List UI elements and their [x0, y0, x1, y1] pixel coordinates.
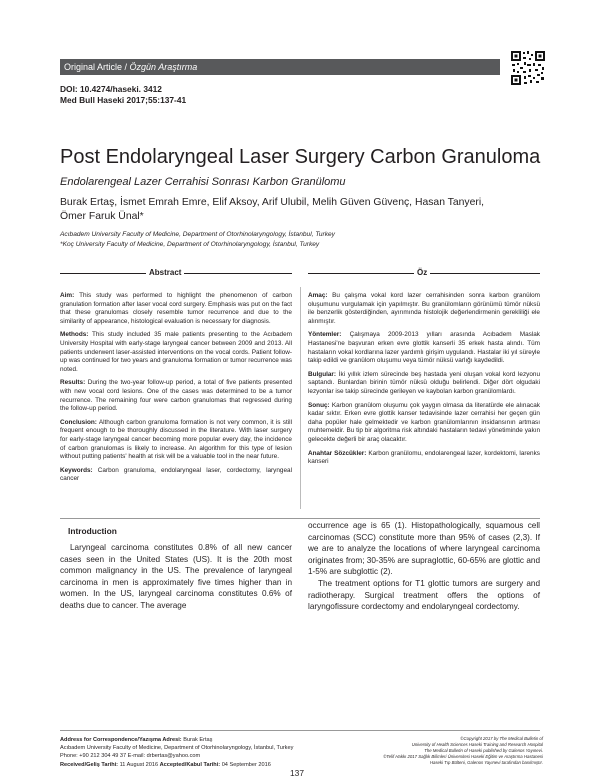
sonuc-label: Sonuç:	[308, 401, 330, 409]
intro-right-column	[308, 520, 540, 613]
authors-line-1: Burak Ertaş, İsmet Emrah Emre, Elif Aksoy, Arif Ulubil, Melih Güven Güvenç, Hasan Tanyeri,	[60, 197, 485, 208]
abstract-keywords	[60, 467, 292, 484]
correspondence-block	[60, 736, 293, 769]
section-divider	[60, 518, 540, 519]
qr-code-icon	[510, 50, 546, 86]
oz-heading-label: Öz	[414, 268, 430, 277]
dates-line	[60, 761, 293, 769]
received-date: 11 August 2016	[118, 761, 160, 768]
article-type-tr: Özgün Araştırma	[129, 62, 198, 72]
article-title: Post Endolaryngeal Laser Surgery Carbon Granuloma	[60, 146, 541, 168]
copyright-block	[355, 736, 543, 766]
article-subtitle: Endolarengeal Lazer Cerrahisi Sonrası Karbon Granülomu	[60, 176, 346, 188]
author-list	[60, 196, 550, 224]
intro-right-para-2: The treatment options for T1 glottic tumors are surgery and radiotherapy. Surgical treatment offers the options of laryngofissure cordectomy and endolaryngeal cordectomy.	[308, 578, 540, 612]
methods-label: Methods:	[60, 331, 89, 339]
oz-heading	[308, 268, 540, 278]
results-label: Results:	[60, 379, 86, 387]
yontemler-text: Çalışmaya 2009-2013 yılları arasında Acıbadem Maslak Hastanesi'ne başvuran erken evre glottik kanserli 35 erkek hasta alındı. Tüm hastaların vokal kordlarına lazer yardımlı girişim uygulandı. Hastalar iki yıl süreyle takip edildi ve granülom oluşumu veya tümör nüksü varlığı kaydedildi.	[308, 331, 540, 365]
copyright-line-3: The Medical Bulletin of Haseki published by Galenos Yayınevi.	[424, 748, 543, 753]
results-text: During the two-year follow-up period, a total of five patients presented with new vocal cord lesions. One of the cases was determined to be a tumor recurrence. The remaining four were carbon granulomas that regressed during the follow-up period.	[60, 379, 292, 413]
abstract-methods	[60, 331, 292, 374]
correspondence-address: Acıbadem University Faculty of Medicine, Department of Otorhinolaryngology, İstanbul, Turkey	[60, 745, 294, 752]
copyright-line-5: Haseki Tıp Bülteni, Galenos Yayınevi tarafından basılmıştır.	[429, 760, 543, 765]
correspondence-contact: Phone: +90 212 304 49 37 E-mail: drbertas@yahoo.com	[60, 753, 201, 760]
authors-line-2: Ömer Faruk Ünal*	[60, 211, 144, 222]
abstract-en	[60, 292, 292, 489]
aim-label: Aim:	[60, 292, 75, 299]
article-type-separator: /	[122, 62, 130, 72]
aim-text: This study was performed to highlight the phenomenon of carbon granulation formation after laser vocal cord surgery. Emphasis was put on the fact that these granulomas closely resemble tumor recurrence and due to the similarity of appearance, histological evaluation is necessary for diagnosis.	[60, 292, 292, 325]
amac-text: Bu çalışma vokal kord lazer cerrahisinden sonra karbon granülom oluşumunu vurgulamak için yapılmıştır. Bu granülomların görünümü tümör nüksü ile benzerlik gösterdiğinden, ayırımında histolojik değerlendirmenin gerekliliği ele alınmıştır.	[308, 292, 540, 325]
conclusion-text: Although carbon granuloma formation is not very common, it is still frequent enough to be thoroughly discussed in the literature. With laser surgery for early-stage laryngeal cancer becoming more popular every day, the incidence of carbon granulomas is likely to increase. An algorithm for this type of lesion without putting patients' health at risk will be a valuable tool in the near future.	[60, 418, 292, 461]
oz-sonuc	[308, 402, 540, 445]
doi-block	[60, 84, 186, 106]
doi: DOI: 10.4274/haseki. 3412	[60, 84, 162, 94]
abstract-aim	[60, 292, 292, 326]
article-type-bar	[60, 59, 500, 75]
citation: Med Bull Haseki 2017;55:137-41	[60, 95, 187, 105]
intro-right-para-1: occurrence age is 65 (1). Histopathologically, squamous cell carcinomas (SCC) constitute more than 95% of cases (2,3). If we are to analyze the locations of where laryngeal carcinoma originates from; 30-35% are supraglottic, 60-65% are glottic and 1-5% are subglottic (2).	[308, 521, 540, 577]
abstract-heading	[60, 268, 292, 278]
accepted-label: Accepted/Kabul Tarihi:	[159, 761, 221, 768]
bulgular-label: Bulgular:	[308, 370, 337, 378]
copyright-line-2: University of Health Sciences Haseki Training and Research Hospital	[411, 742, 543, 747]
yontemler-label: Yöntemler:	[308, 331, 342, 339]
anahtar-text: Karbon granülomu, endolarengeal lazer, kordektomi, larenks kanseri	[308, 449, 540, 466]
introduction-heading: Introduction	[68, 526, 117, 536]
sonuc-text: Karbon granülom oluşumu çok yaygın olmasa da literatürde ele alınacak kadar sıktır. Erken evre glottik kanser tedavisinde lazer cerrahisi her geçen gün daha popüler hale gelmektedir ve karbon granülomlarının insidansının artması muhtemeldir. Bu tip bir algoritma risk altındaki hastaların tedavi yönetiminde yakın gelecekte değerli bir araç olacaktır.	[308, 401, 540, 443]
article-type-en: Original Article	[64, 62, 123, 72]
anahtar-label: Anahtar Sözcükler:	[308, 449, 367, 457]
page-number: 137	[290, 768, 304, 778]
conclusion-label: Conclusion:	[60, 418, 97, 426]
keywords-label: Keywords:	[60, 466, 93, 474]
copyright-line-4: ©Telif Hakkı 2017 Sağlık Bilimleri Üniversitesi Haseki Eğitim ve Araştırma Hastanesi	[383, 754, 543, 759]
correspondence-label: Address for Correspondence/Yazışma Adresi:	[60, 737, 182, 743]
correspondence-name: Burak Ertaş	[181, 737, 213, 743]
footer-divider	[60, 730, 540, 731]
bulgular-text: İki yıllık izlem sürecinde beş hastada yeni oluşan vokal kord lezyonu saptandı. Bunlardan birinin tümör nüksü olduğu belirlendi. Diğer dört olgudaki lezyonlar ise takip sürecinde gerileyen ve kaybolan karbon granülomlardı.	[308, 370, 540, 395]
copyright-line-1: ©Copyright 2017 by The Medical Bulletin of	[460, 736, 543, 741]
abstract-results	[60, 379, 292, 413]
affiliation-1: Acıbadem University Faculty of Medicine, Department of Otorhinolaryngology, İstanbul, Turkey	[60, 231, 335, 238]
abstract-tr	[308, 292, 540, 472]
affiliations	[60, 230, 335, 250]
methods-text: This study included 35 male patients presenting to the Acıbadem University Hospital with early-stage laryngeal cancer between 2009 and 2013. All patients underwent laser-assisted interventions on the vocal cords. Patient follow-up was continued for two years and granuloma formation or tumor recurrence was noted.	[60, 331, 292, 373]
column-divider	[300, 287, 301, 509]
accepted-date: 04 September 2016	[220, 761, 271, 768]
oz-bulgular	[308, 371, 540, 397]
keywords-text: Carbon granuloma, endolaryngeal laser, cordectomy, laryngeal cancer	[60, 466, 293, 483]
abstract-conclusion	[60, 419, 292, 462]
oz-amac	[308, 292, 540, 326]
affiliation-2: *Koç University Faculty of Medicine, Department of Otorhinolaryngology, İstanbul, Turkey	[60, 241, 320, 248]
amac-label: Amaç:	[308, 292, 328, 299]
abstract-heading-label: Abstract	[146, 268, 184, 277]
intro-left-column: Laryngeal carcinoma constitutes 0.8% of all new cancer cases seen in the United States (US). It is the 20th most common malignancy in the US. The prevalence of laryngeal carcinoma in men is approximately five times higher than in women. In the US, laryngeal carcinoma constitutes 0.6% of deaths due to cancer. The average	[60, 543, 292, 610]
oz-yontemler	[308, 331, 540, 365]
received-label: Received/Geliş Tarihi:	[60, 761, 119, 768]
correspondence-name-line	[60, 736, 293, 744]
oz-anahtar	[308, 450, 540, 467]
